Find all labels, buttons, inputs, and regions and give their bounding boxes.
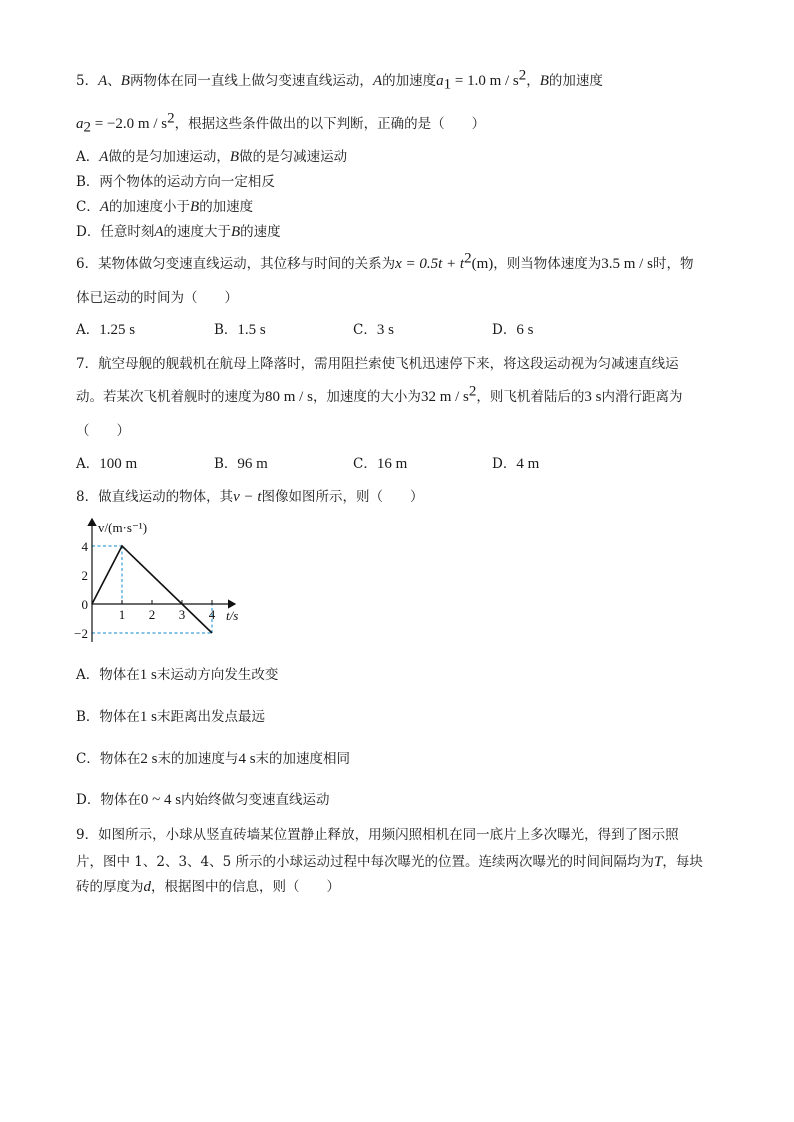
option-value: 3 s — [376, 322, 394, 338]
x-tick-label: 1 — [118, 607, 126, 622]
q7-time: 3 s — [584, 389, 602, 405]
option-text: 做的是匀减速运动 — [239, 149, 348, 165]
option-label: D． — [76, 224, 101, 240]
option-value: 2 s — [140, 751, 158, 767]
option-text: 内始终做匀变速直线运动 — [181, 792, 330, 808]
option-text: 做的是匀加速运动， — [108, 149, 230, 165]
option-label: C． — [353, 322, 377, 338]
q6-option-d — [492, 321, 533, 339]
option-label: D． — [76, 792, 101, 808]
option-label: C． — [353, 456, 377, 472]
q7-text: ，则飞机着陆后的 — [476, 389, 585, 405]
q5-line1 — [76, 67, 603, 93]
q9-line3 — [76, 878, 340, 896]
q7-option-d — [492, 455, 539, 473]
option-label: B． — [76, 174, 100, 190]
q5-text: ， — [526, 73, 540, 89]
q6-line2 — [76, 289, 238, 307]
q6-text: 时，物 — [652, 256, 694, 272]
option-label: A． — [76, 322, 100, 338]
q9-line1 — [76, 826, 679, 844]
q5-a2-sub: 2 — [83, 119, 91, 136]
option-var: B — [231, 224, 241, 240]
q9-text: 9．如图所示，小球从竖直砖墙某位置静止释放，用频闪照相机在同一底片上多次曝光，得到了图示照 — [76, 827, 679, 843]
q8-text: 图像如图所示，则（ ） — [261, 489, 424, 505]
q5-var-a: A — [98, 73, 108, 89]
q7-text: 7．航空母舰的舰载机在航母上降落时，需用阻拦索使飞机迅速停下来，将这段运动视为匀减速直线运 — [76, 356, 679, 372]
q9-text: ，每块 — [662, 854, 703, 870]
q5-option-a — [76, 148, 347, 166]
q8-option-b — [76, 708, 265, 726]
option-value: 1.5 s — [237, 322, 266, 338]
q5-var-b: B — [120, 73, 130, 89]
option-value: 100 m — [99, 456, 138, 472]
q7-text: （ ） — [76, 423, 130, 439]
q7-acc-sup: 2 — [468, 383, 477, 400]
q6-text: 6．某物体做匀变速直线运动，其位移与时间的关系为 — [76, 256, 396, 272]
option-value: 1 s — [139, 709, 158, 725]
x-tick-label: 4 — [208, 607, 216, 622]
q5-text: 、 — [107, 73, 121, 89]
q5-a2-value: = −2.0 m / s — [91, 116, 168, 132]
y-axis-label: v/(m·s⁻¹) — [98, 520, 148, 535]
q5-number: 5． — [76, 73, 99, 89]
y-tick-label: −2 — [74, 626, 88, 641]
q5-a1-symbol: a — [436, 73, 444, 89]
option-value: 16 m — [376, 456, 408, 472]
q5-var-b: B — [539, 73, 549, 89]
option-value: 1.25 s — [99, 322, 136, 338]
q5-text: 两物体在同一直线上做匀变速直线运动， — [129, 73, 373, 89]
option-text: 任意时刻 — [100, 224, 155, 240]
q8-option-a — [76, 666, 278, 684]
option-text: 物体在 — [99, 751, 141, 767]
option-var: A — [154, 224, 164, 240]
q7-text: 内滑行距离为 — [601, 389, 683, 405]
option-text: 两个物体的运动方向一定相反 — [99, 174, 275, 190]
q7-option-b — [214, 455, 268, 473]
x-tick-label: 3 — [178, 607, 186, 622]
q8-vt: v − t — [233, 489, 262, 505]
option-text: 末运动方向发生改变 — [156, 667, 279, 683]
q5-text: 的加速度 — [382, 73, 437, 89]
q9-text: 片，图中 1、2、3、4、5 所示的小球运动过程中每次曝光的位置。连续两次曝光的时间间隔均为 — [76, 854, 655, 870]
option-var: B — [229, 149, 240, 165]
q7-line1 — [76, 355, 679, 373]
option-var: A — [99, 149, 109, 165]
option-label: A． — [76, 456, 100, 472]
option-label: B． — [214, 456, 238, 472]
q6-option-b — [214, 321, 266, 339]
q5-a1-sub: 1 — [443, 76, 452, 93]
q5-text: ，根据这些条件做出的以下判断，正确的是（ ） — [174, 116, 486, 132]
q8-text: 8．做直线运动的物体，其 — [76, 489, 234, 505]
option-label: D． — [492, 322, 517, 338]
q7-option-a — [76, 455, 137, 473]
q9-var-t: T — [654, 854, 663, 870]
q6-speed: 3.5 m / s — [601, 256, 653, 272]
q5-a2-sup: 2 — [167, 110, 175, 127]
option-label: B． — [76, 709, 100, 725]
q8-line1 — [76, 488, 424, 506]
option-text: 的加速度 — [199, 199, 254, 215]
option-value: 96 m — [237, 456, 268, 472]
y-tick-label: 2 — [81, 568, 88, 583]
q9-line2 — [76, 853, 703, 871]
q9-var-d: d — [143, 879, 151, 895]
option-var: A — [99, 199, 110, 215]
q7-text: 动。若某次飞机着舰时的速度为 — [76, 389, 265, 405]
q5-option-c — [76, 198, 253, 216]
q5-option-d — [76, 223, 281, 241]
option-value: 4 s — [238, 751, 256, 767]
q5-var-a: A — [372, 73, 383, 89]
q9-text: ，根据图中的信息，则（ ） — [151, 879, 340, 895]
option-value: 0 ~ 4 s — [140, 792, 182, 808]
q6-line1 — [76, 250, 694, 273]
q7-line3 — [76, 422, 130, 440]
q7-acceleration: 32 m / s — [420, 389, 469, 405]
option-text: 末的加速度与 — [157, 751, 239, 767]
y-tick-label: 0 — [81, 597, 88, 612]
option-label: A． — [76, 149, 100, 165]
y-tick-label: 4 — [81, 539, 88, 554]
q5-a2-symbol: a — [76, 116, 84, 132]
x-axis-label: t/s — [226, 608, 239, 623]
x-tick-label: 2 — [148, 607, 156, 622]
q7-option-c — [353, 455, 407, 473]
q7-line2 — [76, 383, 683, 406]
q7-velocity: 80 m / s — [265, 389, 313, 405]
q8-option-c — [76, 750, 350, 768]
option-text: 末的加速度相同 — [255, 751, 351, 767]
q5-a1-value: = 1.0 m / s — [451, 73, 519, 89]
option-label: B． — [214, 322, 238, 338]
option-label: C． — [76, 751, 100, 767]
option-text: 物体在 — [99, 709, 140, 725]
q6-text: 体已运动的时间为（ ） — [76, 290, 238, 306]
option-text: 末距离出发点最远 — [157, 709, 266, 725]
q9-text: 砖的厚度为 — [76, 879, 144, 895]
option-value: 1 s — [139, 667, 157, 683]
option-text: 物体在 — [99, 667, 140, 683]
option-var: B — [190, 199, 200, 215]
q6-formula-sup: 2 — [464, 250, 472, 267]
q5-text: 的加速度 — [548, 73, 603, 89]
q6-formula-unit: (m) — [471, 256, 494, 272]
option-text: 的加速度小于 — [109, 199, 191, 215]
q6-formula: x = 0.5t + t — [395, 256, 465, 272]
option-label: A． — [76, 667, 100, 683]
q5-option-b — [76, 173, 275, 191]
q6-option-c — [353, 321, 394, 339]
option-label: D． — [492, 456, 517, 472]
option-text: 物体在 — [100, 792, 141, 808]
q6-text: ，则当物体速度为 — [493, 256, 602, 272]
q6-option-a — [76, 321, 135, 339]
q7-text: ，加速度的大小为 — [312, 389, 421, 405]
q5-a1-sup: 2 — [518, 67, 527, 84]
option-text: 的速度 — [240, 224, 281, 240]
option-value: 4 m — [516, 456, 540, 472]
q5-line2 — [76, 110, 486, 136]
option-label: C． — [76, 199, 100, 215]
q8-option-d — [76, 791, 330, 809]
option-text: 的速度大于 — [163, 224, 231, 240]
option-value: 6 s — [516, 322, 534, 338]
vt-graph — [70, 516, 260, 646]
